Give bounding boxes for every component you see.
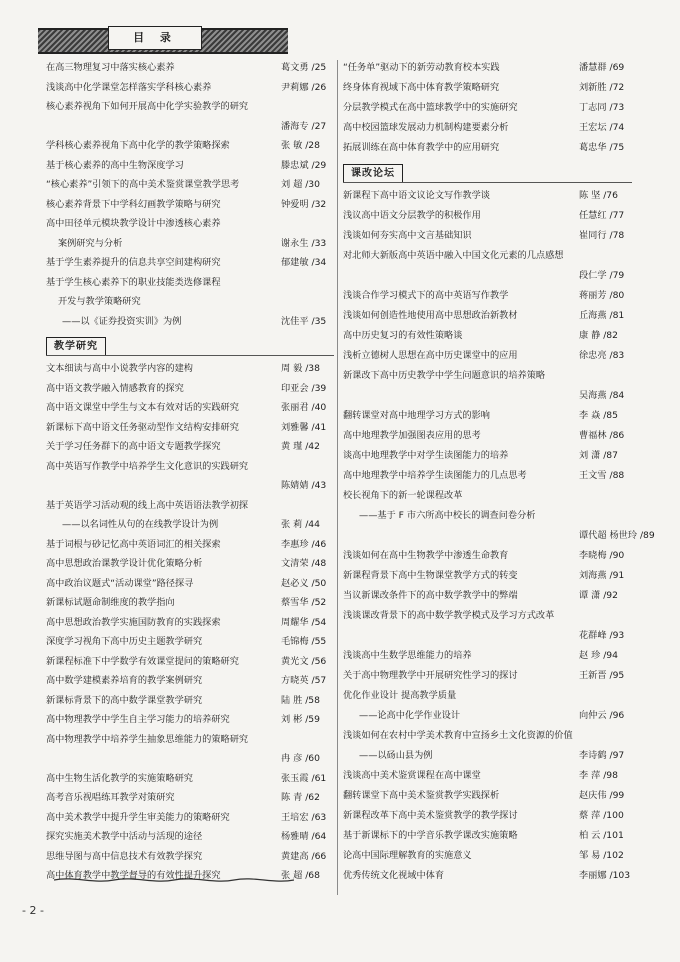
entry-author-page: 王新晋 /95 — [579, 670, 625, 681]
entry-author-page: 赵必义 /50 — [281, 577, 327, 589]
entry-author-page: 邹 易 /102 — [579, 850, 624, 861]
entry-title: 高中生物生活化教学的实施策略研究 — [46, 772, 193, 784]
entry-author-page: 周 毅 /38 — [281, 363, 321, 374]
toc-entry — [343, 786, 632, 806]
entry-author-page: 黄建高 /66 — [281, 850, 327, 862]
entry-title: 优秀传统文化视域中体育 — [343, 870, 445, 881]
entry-author-page: 潘海专 /27 — [281, 120, 327, 132]
toc-entry — [343, 726, 632, 746]
entry-author-page: 蒋丽芳 /80 — [579, 290, 625, 301]
entry-author-page: 尹莉娜 /26 — [281, 81, 327, 93]
toc-entry — [46, 710, 334, 730]
entry-title: 新课标下高中语文任务驱动型作文结构安排研究 — [46, 421, 239, 433]
toc-entry — [46, 769, 334, 789]
right-list-a — [343, 58, 632, 158]
toc-entry — [343, 266, 632, 286]
entry-author-page: 刘雅馨 /41 — [281, 421, 327, 433]
entry-author-page: 丁志同 /73 — [579, 102, 625, 113]
toc-entry — [46, 730, 334, 750]
toc-entry — [46, 496, 334, 516]
entry-title: 优化作业设计 提高教学质量 — [343, 690, 457, 701]
entry-title: 基于学生素养提升的信息共享空间建构研究 — [46, 257, 221, 268]
entry-title: 基于核心素养的高中生物深度学习 — [46, 159, 184, 171]
entry-title: 高中思想政治教学实施国防教育的实践探索 — [46, 616, 221, 628]
toc-entry — [46, 292, 334, 312]
entry-author-page: 谭代超 杨世玲 /89 — [579, 530, 655, 541]
entry-author-page: 毛锦梅 /55 — [281, 636, 327, 647]
toc-entry — [343, 706, 632, 726]
entry-author-page: 赵庆伟 /99 — [579, 790, 625, 801]
toc-entry — [46, 457, 334, 477]
entry-title: 基于新课标下的中学音乐教学课改实施策略 — [343, 830, 518, 841]
toc-entry — [46, 136, 334, 156]
left-column — [46, 58, 334, 886]
entry-title: 浅谈合作学习模式下的高中英语写作教学 — [343, 290, 509, 301]
entry-title: 高中地理教学中培养学生读图能力的几点思考 — [343, 470, 527, 481]
entry-author-page: 张 敏 /28 — [281, 140, 321, 151]
entry-author-page: 花群峰 /93 — [579, 630, 625, 641]
toc-entry — [46, 808, 334, 828]
right-column — [343, 58, 655, 886]
toc-entry — [46, 359, 334, 379]
entry-title: 关于学习任务群下的高中语文专题教学探究 — [46, 441, 221, 452]
entry-title: 案例研究与分析 — [58, 237, 123, 249]
entry-author-page: 刘 彬 /59 — [281, 714, 321, 725]
entry-author-page: 文清荣 /48 — [281, 558, 327, 569]
entry-title: 基于英语学习活动观的线上高中英语语法教学初探 — [46, 499, 249, 511]
entry-author-page: 向仲云 /96 — [579, 710, 625, 721]
toc-entry — [46, 632, 334, 652]
entry-title: 浅谈如何夯实高中文言基础知识 — [343, 230, 472, 241]
entry-author-page: 徐忠亮 /83 — [579, 350, 625, 361]
left-list-b — [46, 359, 334, 886]
entry-title: ——以砀山县为例 — [359, 750, 433, 761]
entry-title: 开发与教学策略研究 — [58, 296, 141, 307]
entry-author-page: 李 焱 /85 — [579, 410, 619, 421]
entry-author-page: 崔同行 /78 — [579, 230, 625, 241]
section-title: 课改论坛 — [343, 164, 403, 183]
section-title: 教学研究 — [46, 337, 106, 356]
entry-title: 校长视角下的新一轮课程改革 — [343, 490, 463, 501]
entry-title: 拓展训练在高中体育教学中的应用研究 — [343, 142, 500, 153]
toc-entry — [343, 866, 632, 886]
page-number: - 2 - — [22, 904, 44, 917]
toc-entry — [46, 312, 334, 332]
toc-entry — [343, 58, 632, 78]
toc-title: 目 录 — [108, 26, 202, 50]
toc-entry — [46, 847, 334, 867]
toc-entry — [343, 466, 632, 486]
toc-entry — [46, 652, 334, 672]
entry-title: “核心素养”引领下的高中美术鉴赏课堂教学思考 — [46, 179, 240, 190]
entry-title: 终身体育视域下高中体育教学策略研究 — [343, 82, 500, 93]
entry-title: 新课程背景下高中生物课堂教学方式的转变 — [343, 570, 518, 581]
toc-entry — [46, 691, 334, 711]
toc-entry — [343, 446, 632, 466]
toc-entry — [343, 366, 632, 386]
toc-entry — [343, 846, 632, 866]
entry-title: 高中物理教学中学生自主学习能力的培养研究 — [46, 714, 230, 725]
entry-author-page: 刘海燕 /91 — [579, 570, 625, 581]
entry-title: 当议新课改条件下的高中数学教学中的弊端 — [343, 590, 518, 601]
toc-entry — [343, 646, 632, 666]
toc-entry — [343, 226, 632, 246]
entry-author-page: 葛忠华 /75 — [579, 142, 625, 153]
entry-title: 深度学习视角下高中历史主题教学研究 — [46, 636, 203, 647]
entry-title: 在高三物理复习中落实核心素养 — [46, 62, 175, 73]
toc-entry — [343, 78, 632, 98]
toc-entry — [46, 273, 334, 293]
entry-author-page: 段仁学 /79 — [579, 270, 625, 281]
toc-entry — [343, 746, 632, 766]
entry-title: 新课程改革下高中美术鉴赏教学的教学探讨 — [343, 810, 518, 821]
toc-entry — [46, 78, 334, 98]
entry-title: 论高中国际理解教育的实施意义 — [343, 850, 472, 861]
entry-title: 高中语文课堂中学生与文本有效对话的实践研究 — [46, 402, 239, 413]
toc-entry — [46, 156, 334, 176]
entry-title: 翻转课堂下高中美术鉴赏教学实践探析 — [343, 790, 500, 801]
toc-entry — [343, 526, 655, 546]
entry-title: 分层教学模式在高中篮球教学中的实施研究 — [343, 102, 518, 113]
entry-title: 高中历史复习的有效性策略谈 — [343, 330, 463, 341]
entry-title: 新课标背景下的高中数学课堂教学研究 — [46, 694, 203, 706]
entry-title: 核心素养视角下如何开展高中化学实验教学的研究 — [46, 101, 249, 112]
toc-entry — [46, 535, 334, 555]
toc-entry — [343, 626, 632, 646]
entry-title: 浅谈高中化学课堂怎样落实学科核心素养 — [46, 81, 212, 93]
handwritten-underline — [54, 874, 294, 888]
toc-entry — [46, 554, 334, 574]
entry-author-page: 李晓梅 /90 — [579, 550, 625, 561]
entry-title: 高中田径单元模块教学设计中渗透核心素养 — [46, 218, 221, 229]
toc-entry — [46, 253, 334, 273]
entry-author-page: 任慧红 /77 — [579, 210, 625, 221]
toc-entry — [343, 118, 632, 138]
toc-entry — [343, 566, 632, 586]
toc-entry — [343, 666, 632, 686]
entry-title: 高中地理教学加强图表应用的思考 — [343, 430, 481, 441]
toc-entry — [46, 97, 334, 117]
left-list-a — [46, 58, 334, 331]
entry-author-page: 郁建敏 /34 — [281, 257, 327, 268]
entry-title: 高中英语写作教学中培养学生文化意识的实践研究 — [46, 460, 249, 472]
entry-title: 新课程标准下中学数学有效课堂提问的策略研究 — [46, 655, 239, 667]
toc-entry — [343, 98, 632, 118]
toc-entry — [343, 406, 632, 426]
entry-title: 高中政治议题式“活动课堂”路径探寻 — [46, 577, 194, 589]
entry-title: 浅谈如何在农村中学美术教育中宣扬乡土文化资源的价值 — [343, 730, 573, 741]
entry-title: 核心素养背景下中学科幻画教学策略与研究 — [46, 198, 221, 210]
entry-author-page: 王文雪 /88 — [579, 470, 625, 481]
entry-author-page: 赵 珍 /94 — [579, 650, 619, 661]
toc-entry — [46, 234, 334, 254]
entry-author-page: 张玉霞 /61 — [281, 772, 327, 784]
entry-author-page: 刘 超 /30 — [281, 179, 321, 190]
toc-entry — [46, 175, 334, 195]
entry-author-page: 谢永生 /33 — [281, 237, 327, 249]
entry-author-page: 陈 青 /62 — [281, 792, 321, 803]
entry-title: 浅谈如何创造性地使用高中思想政治新教材 — [343, 310, 518, 321]
entry-author-page: 康 静 /82 — [579, 330, 619, 341]
entry-author-page: 冉 彦 /60 — [281, 753, 321, 764]
entry-author-page: 王培宏 /63 — [281, 811, 327, 823]
entry-author-page: 黄光文 /56 — [281, 655, 327, 667]
entry-title: 高中美术教学中提升学生审美能力的策略研究 — [46, 811, 230, 823]
toc-entry — [343, 426, 632, 446]
entry-title: 高中思想政治课教学设计优化策略分析 — [46, 558, 203, 569]
entry-author-page: 李惠珍 /46 — [281, 538, 327, 550]
entry-title: 新课程下高中语文议论文写作教学谈 — [343, 190, 490, 201]
toc-entry — [343, 486, 632, 506]
toc-entry — [343, 606, 632, 626]
toc-entry — [46, 788, 334, 808]
entry-title: 高中校园篮球发展动力机制构建要素分析 — [343, 122, 509, 133]
entry-author-page: 陈婧婧 /43 — [281, 480, 327, 491]
section-heading-right — [343, 158, 632, 186]
entry-author-page: 钟爱明 /32 — [281, 198, 327, 210]
entry-title: 高中体育教学中教学督导的有效性提升探究 — [46, 870, 221, 881]
entry-title: ——论高中化学作业设计 — [359, 710, 461, 721]
toc-entry — [46, 613, 334, 633]
entry-title: 翻转课堂对高中地理学习方式的影响 — [343, 410, 490, 421]
toc-entry — [343, 586, 632, 606]
toc-entry — [343, 506, 632, 526]
toc-entry — [46, 593, 334, 613]
toc-entry — [343, 206, 632, 226]
entry-title: 高中语文教学融入情感教育的探究 — [46, 382, 184, 394]
entry-title: 高考音乐视唱练耳教学对策研究 — [46, 792, 175, 803]
entry-title: ——以名词性从句的在线教学设计为例 — [62, 519, 219, 530]
toc-entry — [343, 326, 632, 346]
entry-title: 新课改下高中历史教学中学生问题意识的培养策略 — [343, 370, 546, 381]
entry-title: 谈高中地理教学中对学生读图能力的培养 — [343, 450, 509, 461]
right-list-b — [343, 186, 655, 886]
entry-title: “任务单”驱动下的新劳动教育校本实践 — [343, 62, 500, 73]
entry-title: 探究实施美术教学中活动与活现的途径 — [46, 831, 203, 842]
entry-title: 文本细读与高中小说教学内容的建构 — [46, 363, 193, 374]
toc-entry — [46, 379, 334, 399]
entry-title: 浅谈高中美术鉴赏课程在高中课堂 — [343, 770, 481, 781]
section-heading-left — [46, 331, 334, 359]
entry-author-page: 李丽娜 /103 — [579, 870, 631, 881]
entry-title: 新课标试题命制维度的教学指向 — [46, 597, 175, 608]
entry-author-page: 刘 潇 /87 — [579, 450, 619, 461]
toc-entry — [343, 246, 632, 266]
entry-title: 浅谈高中生数学思维能力的培养 — [343, 650, 472, 661]
entry-title: 高中数学建模素养培育的教学案例研究 — [46, 675, 203, 686]
toc-entry — [343, 138, 632, 158]
entry-title: 关于高中物理教学中开展研究性学习的探讨 — [343, 670, 518, 681]
toc-entry — [46, 117, 334, 137]
entry-title: 学科核心素养视角下高中化学的教学策略探索 — [46, 140, 230, 151]
toc-entry — [343, 806, 632, 826]
toc-entry — [46, 195, 334, 215]
entry-title: 浅谈课改背景下的高中数学教学模式及学习方式改革 — [343, 610, 555, 621]
entry-author-page: 滕忠斌 /29 — [281, 159, 327, 171]
entry-author-page: 谭 潇 /92 — [579, 590, 619, 601]
toc-entry — [46, 58, 334, 78]
entry-author-page: 曹福林 /86 — [579, 430, 625, 441]
entry-title: 浅议高中语文分层教学的积极作用 — [343, 210, 481, 221]
entry-author-page: 陆 胜 /58 — [281, 694, 321, 706]
entry-author-page: 周耀华 /54 — [281, 616, 327, 628]
toc-entry — [46, 671, 334, 691]
entry-author-page: 陈 坚 /76 — [579, 190, 619, 201]
toc-entry — [343, 186, 632, 206]
toc-header — [38, 22, 288, 52]
entry-author-page: 葛文勇 /25 — [281, 62, 327, 73]
toc-entry — [46, 418, 334, 438]
entry-author-page: 张 莉 /44 — [281, 519, 321, 530]
toc-entry — [343, 386, 632, 406]
entry-author-page: 潘慧群 /69 — [579, 62, 625, 73]
entry-title: 基于词根与砂记忆高中英语词汇的相关探索 — [46, 538, 221, 550]
entry-author-page: 李 萍 /98 — [579, 770, 619, 781]
toc-entry — [46, 437, 334, 457]
entry-author-page: 张丽君 /40 — [281, 402, 327, 413]
toc-entry — [343, 306, 632, 326]
entry-title: 浅析立德树人思想在高中历史课堂中的应用 — [343, 350, 518, 361]
entry-author-page: 吴海燕 /84 — [579, 390, 625, 401]
entry-title: 高中物理教学中培养学生抽象思维能力的策略研究 — [46, 733, 249, 745]
entry-title: 对北师大新版高中英语中融入中国文化元素的几点感想 — [343, 250, 564, 261]
entry-title: ——基于 F 市六所高中校长的调查问卷分析 — [359, 510, 536, 521]
entry-author-page: 李诗鹤 /97 — [579, 750, 625, 761]
entry-author-page: 蔡 萍 /100 — [579, 810, 624, 821]
toc-entry — [46, 476, 334, 496]
toc-entry — [343, 766, 632, 786]
toc-entry — [46, 827, 334, 847]
toc-entry — [46, 515, 334, 535]
toc-entry — [46, 749, 334, 769]
entry-title: 浅谈如何在高中生物教学中渗透生命教育 — [343, 550, 509, 561]
toc-entry — [343, 826, 632, 846]
entry-author-page: 蔡雪华 /52 — [281, 597, 327, 608]
entry-title: 思维导图与高中信息技术有效教学探究 — [46, 850, 203, 862]
entry-author-page: 印亚会 /39 — [281, 382, 327, 394]
entry-author-page: 杨雅晴 /64 — [281, 831, 327, 842]
toc-entry — [46, 398, 334, 418]
entry-author-page: 方晓英 /57 — [281, 675, 327, 686]
entry-author-page: 柏 云 /101 — [579, 830, 624, 841]
entry-author-page: 王宏坛 /74 — [579, 122, 625, 133]
entry-title: 基于学生核心素养下的职业技能类选修课程 — [46, 276, 221, 288]
entry-author-page: 黄 瑾 /42 — [281, 441, 321, 452]
toc-entry — [343, 346, 632, 366]
toc-entry — [343, 286, 632, 306]
entry-title: ——以《证券投资实训》为例 — [62, 315, 182, 327]
entry-author-page: 沈佳平 /35 — [281, 315, 327, 327]
entry-author-page: 丘海燕 /81 — [579, 310, 625, 321]
entry-author-page: 刘新胜 /72 — [579, 82, 625, 93]
toc-entry — [343, 686, 632, 706]
column-divider — [337, 60, 338, 895]
toc-entry — [46, 214, 334, 234]
entry-author-page: 张 超 /68 — [281, 870, 321, 881]
toc-entry — [46, 574, 334, 594]
toc-entry — [343, 546, 632, 566]
